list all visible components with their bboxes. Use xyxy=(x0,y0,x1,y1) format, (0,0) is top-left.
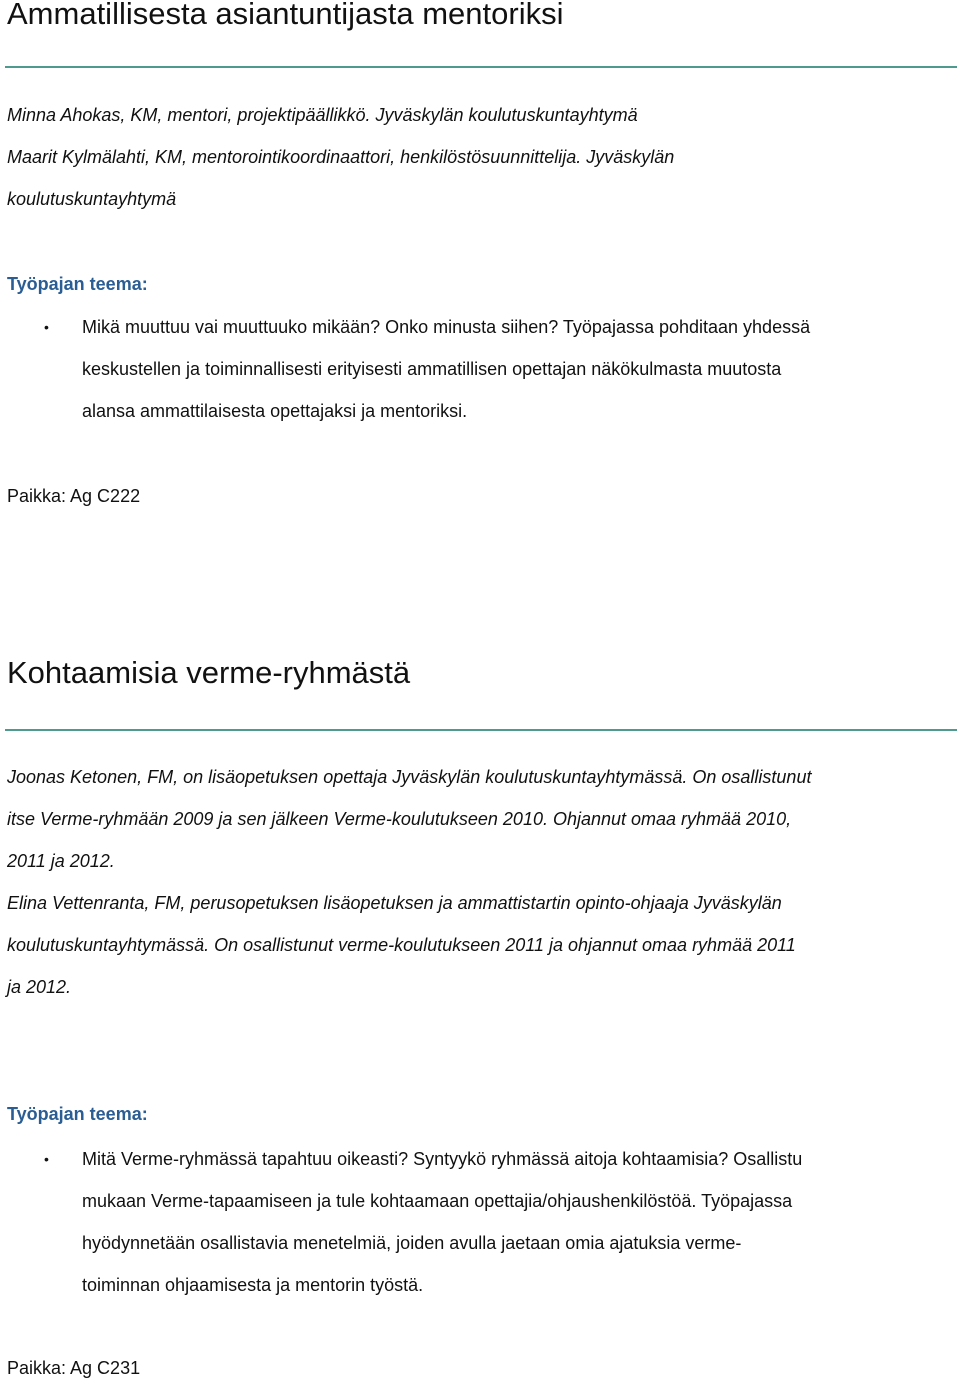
author-line: Elina Vettenranta, FM, perusopetuksen lisäopetuksen ja ammattistartin opinto-ohjaaja Jyväskylän xyxy=(7,893,782,913)
section2-theme-label: Työpajan teema: xyxy=(7,1104,148,1124)
theme-line: keskustellen ja toiminnallisesti erityisesti ammatillisen opettajan näkökulmasta muutosta xyxy=(82,359,782,379)
author-line: 2011 ja 2012. xyxy=(7,851,115,871)
theme-line: Mitä Verme-ryhmässä tapahtuu oikeasti? Syntyykö ryhmässä aitoja kohtaamisia? Osallistu xyxy=(82,1149,803,1169)
bullet-icon: • xyxy=(44,319,49,335)
theme-line: alansa ammattilaisesta opettajaksi ja mentoriksi. xyxy=(82,401,468,421)
section2-authors xyxy=(7,756,952,1008)
section2-place: Paikka: Ag C231 xyxy=(7,1358,141,1378)
theme-line: Mikä muuttuu vai muuttuuko mikään? Onko minusta siihen? Työpajassa pohditaan yhdessä xyxy=(82,317,811,337)
section2-theme-list xyxy=(0,1138,960,1306)
author-line: itse Verme-ryhmään 2009 ja sen jälkeen Verme-koulutukseen 2010. Ohjannut omaa ryhmää 2010, xyxy=(7,809,792,829)
author-line: Maarit Kylmälahti, KM, mentorointikoordinaattori, henkilöstösuunnittelija. Jyväskylän xyxy=(7,147,675,167)
list-item xyxy=(0,1138,960,1306)
theme-line: toiminnan ohjaamisesta ja mentorin työstä. xyxy=(82,1275,424,1295)
theme-line: hyödynnetään osallistavia menetelmiä, joiden avulla jaetaan omia ajatuksia verme- xyxy=(82,1233,742,1253)
section1-title: Ammatillisesta asiantuntijasta mentoriksi xyxy=(7,0,564,31)
author-line: koulutuskuntayhtymässä. On osallistunut verme-koulutukseen 2011 ja ohjannut omaa ryhmää 2011 xyxy=(7,935,796,955)
section1-divider xyxy=(5,66,957,68)
section1-place: Paikka: Ag C222 xyxy=(7,486,141,506)
section1-authors xyxy=(7,94,952,220)
list-item xyxy=(0,306,960,432)
section1-theme-label: Työpajan teema: xyxy=(7,274,148,294)
section2-divider xyxy=(5,729,957,731)
author-line: koulutuskuntayhtymä xyxy=(7,189,177,209)
author-line: ja 2012. xyxy=(7,977,72,997)
section1-theme-list xyxy=(0,306,960,432)
bullet-icon: • xyxy=(44,1151,49,1167)
author-line: Joonas Ketonen, FM, on lisäopetuksen opettaja Jyväskylän koulutuskuntayhtymässä. On osallistunut xyxy=(7,767,812,787)
section2-title: Kohtaamisia verme-ryhmästä xyxy=(7,655,411,690)
theme-line: mukaan Verme-tapaamiseen ja tule kohtaamaan opettajia/ohjaushenkilöstöä. Työpajassa xyxy=(82,1191,793,1211)
author-line: Minna Ahokas, KM, mentori, projektipäällikkö. Jyväskylän koulutuskuntayhtymä xyxy=(7,105,638,125)
